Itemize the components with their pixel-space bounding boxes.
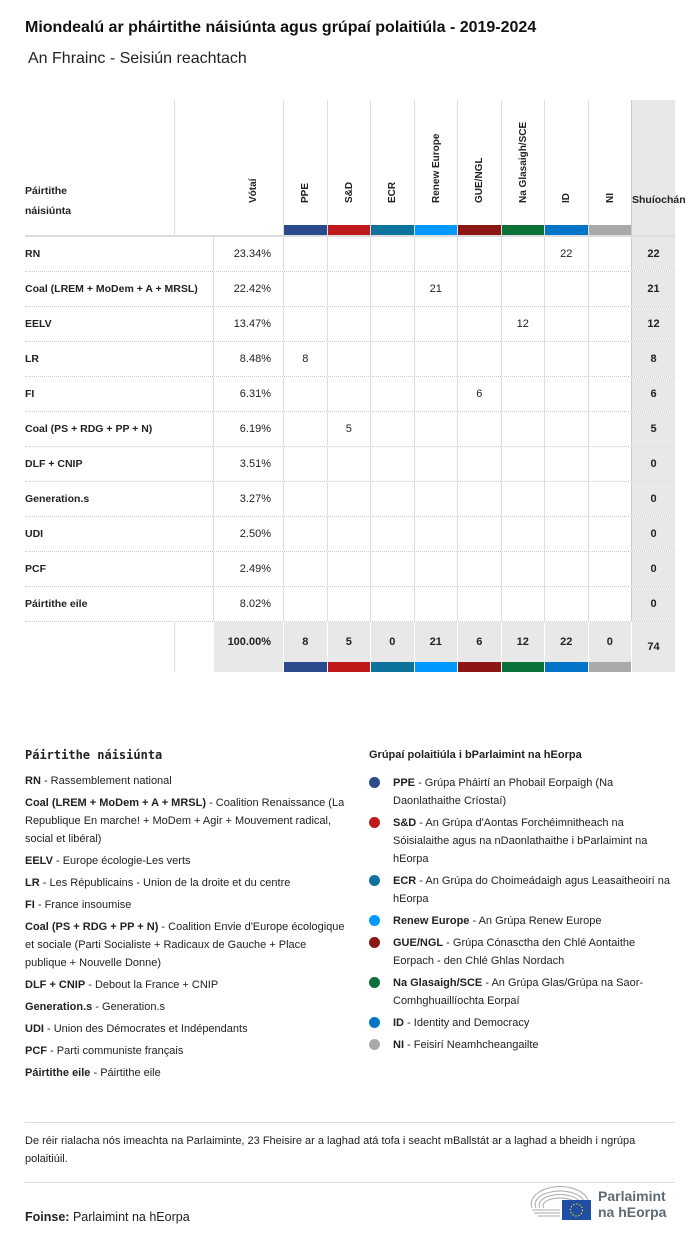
group-header: S&D	[343, 181, 355, 203]
group-header-cell	[544, 100, 588, 235]
table-row	[25, 517, 675, 552]
group-seats	[501, 517, 545, 551]
group-seats	[370, 587, 414, 621]
votes-header-cell	[174, 100, 283, 235]
group-color-bar	[589, 225, 632, 235]
group-color-bar	[545, 662, 588, 672]
group-seats	[327, 517, 371, 551]
group-seats	[544, 342, 588, 376]
total-header: Shuíochán	[631, 100, 675, 235]
legend-parties-title: Páirtithe náisiúnta	[25, 748, 163, 762]
group-seats	[588, 482, 632, 516]
legend-group-name: Identity and Democracy	[413, 1017, 530, 1029]
group-seats	[370, 412, 414, 446]
group-seats	[501, 342, 545, 376]
total-votes: 100.00%	[213, 622, 283, 672]
group-header-cell	[501, 100, 545, 235]
table-row	[25, 552, 675, 587]
vote-share: 8.48%	[213, 342, 283, 376]
group-color-dot-icon	[369, 777, 380, 788]
group-seats: 5	[327, 412, 371, 446]
total-seats: 5	[631, 412, 675, 446]
group-seats	[370, 307, 414, 341]
group-seats	[588, 517, 632, 551]
party-name: Generation.s	[25, 493, 90, 505]
group-seats	[283, 412, 327, 446]
vote-share: 6.31%	[213, 377, 283, 411]
group-color-bar	[458, 662, 501, 672]
legend-party-name: Generation.s	[102, 1001, 166, 1013]
party-header: Páirtithe náisiúnta	[25, 185, 72, 217]
vote-share: 23.34%	[213, 237, 283, 271]
group-seats	[414, 447, 458, 481]
legend-party-item: UDI - Union des Démocrates et Indépendants	[25, 1023, 248, 1035]
vote-share: 3.27%	[213, 482, 283, 516]
legend-group-text: S&D - An Grúpa d'Aontas Forchéimnitheach na Sóisialaithe agus na nDaonlathaithe i bParlaimint na hEorpa	[393, 817, 648, 865]
legend-party-name: Europe écologie-Les verts	[62, 855, 191, 867]
group-seats	[327, 272, 371, 306]
group-seats	[414, 237, 458, 271]
legend-group-name: An Grúpa Glas/Grúpa na Saor-Comhghuaillíochta Eorpaí	[393, 977, 644, 1007]
hemicycle-flag-icon	[530, 1186, 592, 1222]
votes-header: Vótaí	[248, 178, 259, 203]
group-header-cell	[370, 100, 414, 235]
legend-group-text: GUE/NGL - Grúpa Cónasctha den Chlé Aontaithe Eorpach - den Chlé Ghlas Nordach	[393, 937, 636, 967]
group-seats	[283, 517, 327, 551]
group-seats	[370, 552, 414, 586]
group-header: PPE	[300, 182, 312, 203]
group-seats	[414, 552, 458, 586]
group-header-cell	[283, 100, 327, 235]
legend-groups-title: Grúpaí polaitiúla i bParlaimint na hEorpa	[369, 749, 582, 761]
total-seats: 21	[631, 272, 675, 306]
group-seats	[283, 237, 327, 271]
vote-share: 8.02%	[213, 587, 283, 621]
legend-parties	[25, 746, 345, 1086]
legend-party-name: Coalition Envie d'Europe écologique et sociale (Parti Socialiste + Radicaux de Gauche + Place publique + Nouvelle Donne)	[25, 921, 345, 969]
group-seats	[283, 552, 327, 586]
table-row	[25, 447, 675, 482]
legend-party-abbr: Coal (LREM + MoDem + A + MRSL)	[25, 797, 207, 809]
group-seats	[544, 482, 588, 516]
group-color-bar	[371, 225, 414, 235]
group-seats	[501, 447, 545, 481]
group-seats	[501, 272, 545, 306]
legend-party-abbr: Generation.s	[25, 1001, 93, 1013]
source-value: Parlaimint na hEorpa	[72, 1210, 190, 1224]
group-seats	[327, 342, 371, 376]
group-seats	[588, 272, 632, 306]
vote-share: 6.19%	[213, 412, 283, 446]
group-seats	[588, 447, 632, 481]
group-seats	[501, 412, 545, 446]
legend-party-abbr: Coal (PS + RDG + PP + N)	[25, 921, 159, 933]
group-seats	[501, 552, 545, 586]
group-seats	[457, 272, 501, 306]
group-color-bar	[502, 662, 545, 672]
group-seats	[283, 587, 327, 621]
group-seats	[501, 237, 545, 271]
legend-party-abbr: EELV	[25, 855, 53, 867]
group-seats	[588, 342, 632, 376]
group-total: 6	[457, 622, 501, 672]
legend-group-abbr: NI	[393, 1039, 404, 1051]
group-seats	[414, 377, 458, 411]
legend-group-abbr: Na Glasaigh/SCE	[393, 977, 483, 989]
group-total: 5	[327, 622, 371, 672]
group-seats	[588, 307, 632, 341]
group-total: 21	[414, 622, 458, 672]
totals-row	[25, 622, 675, 672]
party-name: LR	[25, 353, 39, 365]
group-total: 8	[283, 622, 327, 672]
party-name: FI	[25, 388, 35, 400]
group-color-bar	[545, 225, 588, 235]
group-color-dot-icon	[369, 875, 380, 886]
party-header-cell	[25, 100, 174, 235]
total-seats: 0	[631, 517, 675, 551]
group-header: ECR	[387, 181, 399, 203]
group-header: NI	[604, 193, 616, 203]
group-seats	[457, 517, 501, 551]
group-seats	[370, 517, 414, 551]
legend-party-item: PCF - Parti communiste français	[25, 1045, 184, 1057]
group-seats	[457, 552, 501, 586]
group-header: ID	[561, 193, 573, 203]
group-seats	[588, 552, 632, 586]
legend-group-item	[369, 814, 675, 868]
vote-share: 13.47%	[213, 307, 283, 341]
legend-group-item	[369, 934, 675, 970]
group-seats	[588, 377, 632, 411]
legend-group-item	[369, 1014, 675, 1032]
group-color-dot-icon	[369, 1039, 380, 1050]
legend-party-item: Coal (PS + RDG + PP + N) - Coalition Envie d'Europe écologique et sociale (Parti Socialiste + Radicaux de Gauche + Place publique + Nouvelle Donne)	[25, 921, 345, 969]
legend-group-text: Renew Europe - An Grúpa Renew Europe	[393, 915, 602, 927]
legend-group-abbr: S&D	[393, 817, 417, 829]
legend-party-abbr: UDI	[25, 1023, 44, 1035]
group-seats	[544, 587, 588, 621]
legend-group-item	[369, 1036, 675, 1054]
total-seats: 6	[631, 377, 675, 411]
legend-group-name: Grúpa Pháirtí an Phobail Eorpaigh (Na Daonlathaithe Críostaí)	[393, 777, 614, 807]
group-seats	[283, 377, 327, 411]
group-seats	[457, 587, 501, 621]
legend-group-abbr: GUE/NGL	[393, 937, 444, 949]
table-row	[25, 482, 675, 517]
legend-group-text: ECR - An Grúpa do Choimeádaigh agus Leasaitheoirí na hEorpa	[393, 875, 671, 905]
group-color-bar	[328, 662, 371, 672]
group-seats: 8	[283, 342, 327, 376]
legend-party-name: Debout la France + CNIP	[94, 979, 219, 991]
grand-total: 74	[631, 622, 675, 672]
legend-group-text: PPE - Grúpa Pháirtí an Phobail Eorpaigh (Na Daonlathaithe Críostaí)	[393, 777, 614, 807]
party-name: EELV	[25, 318, 52, 330]
group-seats	[588, 237, 632, 271]
group-seats	[501, 482, 545, 516]
vote-share: 22.42%	[213, 272, 283, 306]
vote-share: 2.49%	[213, 552, 283, 586]
vote-share: 3.51%	[213, 447, 283, 481]
group-seats	[544, 272, 588, 306]
group-seats	[283, 482, 327, 516]
group-color-dot-icon	[369, 817, 380, 828]
legend-group-abbr: Renew Europe	[393, 915, 470, 927]
table-row	[25, 412, 675, 447]
group-total: 22	[544, 622, 588, 672]
group-seats	[327, 237, 371, 271]
legend-party-item: Generation.s - Generation.s	[25, 1001, 166, 1013]
footnote: De réir rialacha nós imeachta na Parlaiminte, 23 Fheisire ar a laghad atá tofa i seacht mBallstát ar a laghad a bheidh i ngrúpa polaitiúil.	[25, 1122, 675, 1183]
legend-party-name: Parti communiste français	[56, 1045, 184, 1057]
legend-group-name: Grúpa Cónasctha den Chlé Aontaithe Eorpach - den Chlé Ghlas Nordach	[393, 937, 636, 967]
legend-group-text: ID - Identity and Democracy	[393, 1017, 530, 1029]
legend-group-abbr: ECR	[393, 875, 417, 887]
source-label: Foinse:	[25, 1210, 70, 1224]
legend-party-abbr: PCF	[25, 1045, 47, 1057]
group-color-bar	[458, 225, 501, 235]
group-seats	[457, 307, 501, 341]
group-header-cell	[588, 100, 632, 235]
group-color-bar	[328, 225, 371, 235]
group-header-cell	[414, 100, 458, 235]
group-seats: 6	[457, 377, 501, 411]
table-row	[25, 237, 675, 272]
page-title: Miondealú ar pháirtithe náisiúnta agus grúpaí polaitiúla - 2019-2024	[25, 19, 537, 36]
totals-spacer	[25, 622, 174, 672]
group-seats	[457, 482, 501, 516]
group-seats	[457, 412, 501, 446]
group-seats	[370, 272, 414, 306]
legend-group-name: Feisirí Neamhcheangailte	[413, 1039, 539, 1051]
group-seats	[588, 412, 632, 446]
group-color-bar	[415, 225, 458, 235]
legend-group-item	[369, 912, 675, 930]
legend-party-abbr: FI	[25, 899, 35, 911]
group-seats	[283, 307, 327, 341]
party-name: PCF	[25, 563, 46, 575]
group-color-bar	[371, 662, 414, 672]
legend-group-abbr: ID	[393, 1017, 404, 1029]
group-seats	[327, 482, 371, 516]
total-seats: 12	[631, 307, 675, 341]
group-color-dot-icon	[369, 977, 380, 988]
group-color-dot-icon	[369, 1017, 380, 1028]
table-row	[25, 272, 675, 307]
legend-party-name: France insoumise	[44, 899, 132, 911]
seats-table	[25, 100, 686, 672]
group-seats	[544, 307, 588, 341]
table-row	[25, 377, 675, 412]
group-seats	[414, 307, 458, 341]
legend-party-name: Coalition Renaissance (La Republique En marche! + MoDem + Agir + Mouvement radical, social et libéral)	[25, 797, 345, 845]
total-seats: 8	[631, 342, 675, 376]
legend-group-item	[369, 974, 675, 1010]
group-seats: 22	[544, 237, 588, 271]
table-row	[25, 342, 675, 377]
group-color-bar	[284, 225, 327, 235]
source	[25, 1210, 190, 1224]
group-seats	[327, 447, 371, 481]
group-seats	[327, 307, 371, 341]
group-seats	[414, 482, 458, 516]
group-total: 0	[588, 622, 632, 672]
total-seats: 22	[631, 237, 675, 271]
total-seats: 0	[631, 587, 675, 621]
legend-groups	[369, 746, 675, 1058]
legend-party-item: Páirtithe eile - Páirtithe eile	[25, 1067, 161, 1079]
group-seats	[414, 412, 458, 446]
group-color-dot-icon	[369, 915, 380, 926]
legend-party-item: Coal (LREM + MoDem + A + MRSL) - Coalition Renaissance (La Republique En marche! + MoDem + Agir + Mouvement radical, social et libéral)	[25, 797, 345, 845]
legend-group-item	[369, 872, 675, 908]
group-seats	[501, 587, 545, 621]
logo-line2: na hEorpa	[598, 1204, 667, 1220]
legend-group-item	[369, 774, 675, 810]
group-header-cell	[457, 100, 501, 235]
table-row	[25, 307, 675, 342]
group-seats	[327, 377, 371, 411]
group-seats	[457, 342, 501, 376]
group-total: 12	[501, 622, 545, 672]
group-seats	[457, 237, 501, 271]
legend-party-item: DLF + CNIP - Debout la France + CNIP	[25, 979, 219, 991]
legend-party-abbr: DLF + CNIP	[25, 979, 86, 991]
group-seats	[327, 552, 371, 586]
total-seats: 0	[631, 482, 675, 516]
party-name: DLF + CNIP	[25, 458, 83, 470]
total-seats: 0	[631, 552, 675, 586]
ep-logo	[530, 1186, 666, 1222]
vote-share: 2.50%	[213, 517, 283, 551]
legend-group-name: An Grúpa do Choimeádaigh agus Leasaitheoirí na hEorpa	[393, 875, 671, 905]
group-seats: 21	[414, 272, 458, 306]
page-subtitle: An Fhrainc - Seisiún reachtach	[28, 50, 247, 67]
group-header: Renew Europe	[430, 133, 442, 203]
group-seats	[544, 377, 588, 411]
totals-spacer	[174, 622, 213, 672]
legend-group-text: Na Glasaigh/SCE - An Grúpa Glas/Grúpa na Saor-Comhghuaillíochta Eorpaí	[393, 977, 644, 1007]
legend-party-name: Union des Démocrates et Indépendants	[53, 1023, 248, 1035]
group-color-bar	[502, 225, 545, 235]
logo-line1: Parlaimint	[598, 1188, 666, 1204]
legend-party-abbr: LR	[25, 877, 40, 889]
legend-party-item: FI - France insoumise	[25, 899, 132, 911]
party-name: RN	[25, 248, 41, 260]
legend-group-text: NI - Feisirí Neamhcheangailte	[393, 1039, 539, 1051]
group-color-dot-icon	[369, 937, 380, 948]
group-header: Na Glasaigh/SCE	[517, 121, 529, 203]
legend-party-name: Les Républicains - Union de la droite et du centre	[49, 877, 291, 889]
group-seats	[414, 587, 458, 621]
party-name: UDI	[25, 528, 44, 540]
group-seats	[501, 377, 545, 411]
legend-group-name: An Grúpa d'Aontas Forchéimnitheach na Sóisialaithe agus na nDaonlathaithe i bParlaimint na hEorpa	[393, 817, 648, 865]
legend-party-abbr: RN	[25, 775, 41, 787]
group-header: GUE/NGL	[474, 157, 486, 203]
group-seats	[414, 342, 458, 376]
legend-party-item: EELV - Europe écologie-Les verts	[25, 855, 191, 867]
group-seats	[283, 447, 327, 481]
party-name: Coal (PS + RDG + PP + N)	[25, 423, 153, 435]
legend-party-name: Rassemblement national	[50, 775, 172, 787]
group-seats	[370, 377, 414, 411]
group-seats	[370, 342, 414, 376]
group-color-bar	[415, 662, 458, 672]
group-seats	[544, 552, 588, 586]
group-seats	[544, 412, 588, 446]
group-color-bar	[284, 662, 327, 672]
group-seats	[544, 447, 588, 481]
party-name: Páirtithe eile	[25, 598, 88, 610]
group-seats	[370, 482, 414, 516]
group-seats	[283, 272, 327, 306]
table-header	[25, 100, 686, 237]
table-row	[25, 587, 675, 622]
legend-party-abbr: Páirtithe eile	[25, 1067, 91, 1079]
group-seats	[588, 587, 632, 621]
legend-group-abbr: PPE	[393, 777, 416, 789]
legend-party-item: RN - Rassemblement national	[25, 775, 172, 787]
group-seats: 12	[501, 307, 545, 341]
group-total: 0	[370, 622, 414, 672]
group-header-cell	[327, 100, 371, 235]
group-seats	[370, 237, 414, 271]
total-seats: 0	[631, 447, 675, 481]
group-seats	[414, 517, 458, 551]
group-seats	[544, 517, 588, 551]
group-seats	[457, 447, 501, 481]
legend-group-name: An Grúpa Renew Europe	[478, 915, 602, 927]
legend-party-item: LR - Les Républicains - Union de la droite et du centre	[25, 877, 291, 889]
group-seats	[327, 587, 371, 621]
group-seats	[370, 447, 414, 481]
group-color-bar	[589, 662, 632, 672]
legend-party-name: Páirtithe eile	[100, 1067, 161, 1079]
party-name: Coal (LREM + MoDem + A + MRSL)	[25, 283, 198, 295]
